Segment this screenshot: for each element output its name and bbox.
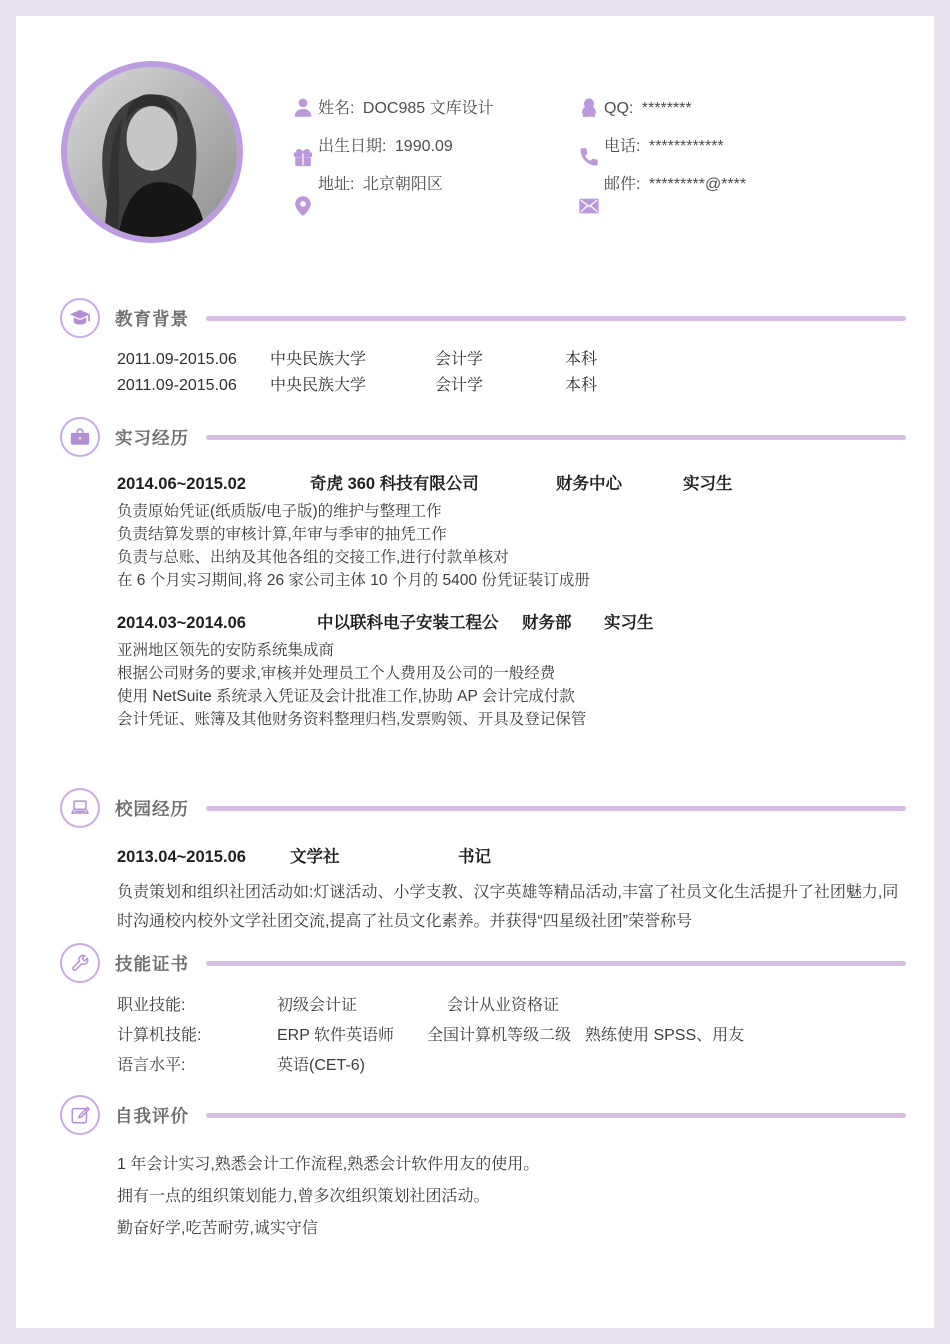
edu-degree: 本科 bbox=[565, 351, 598, 368]
qq-label: QQ: bbox=[604, 100, 634, 117]
edu-dates: 2011.09-2015.06 bbox=[117, 377, 237, 394]
skill-label: 语言水平: bbox=[117, 1057, 186, 1074]
internship-header bbox=[60, 417, 906, 457]
entry-bullet: 负责原始凭证(纸质版/电子版)的维护与整理工作 bbox=[117, 503, 442, 520]
self-evaluation-line: 1 年会计实习,熟悉会计工作流程,熟悉会计软件用友的使用。 bbox=[117, 1156, 540, 1173]
campus-role: 书记 bbox=[458, 848, 491, 866]
campus-club: 文学社 bbox=[290, 848, 340, 866]
entry-bullet: 负责结算发票的审核计算,年审与季审的抽凭工作 bbox=[117, 526, 447, 543]
campus-header bbox=[60, 788, 906, 828]
phone-row bbox=[604, 128, 724, 166]
self-evaluation-body bbox=[117, 1149, 906, 1245]
section-campus bbox=[60, 788, 906, 936]
edu-school: 中央民族大学 bbox=[270, 377, 367, 394]
qq-value: ******** bbox=[641, 100, 692, 117]
edu-school: 中央民族大学 bbox=[270, 351, 367, 368]
entry-company: 中以联科电子安装工程公 bbox=[317, 614, 499, 632]
self-evaluation-divider bbox=[206, 1113, 906, 1118]
self-evaluation-line: 勤奋好学,吃苦耐劳,诚实守信 bbox=[117, 1220, 318, 1237]
laptop-icon bbox=[60, 788, 100, 828]
internship-title: 实习经历 bbox=[115, 427, 189, 448]
education-body bbox=[117, 347, 906, 399]
entry-dates: 2014.03~2014.06 bbox=[117, 614, 246, 632]
edu-degree: 本科 bbox=[565, 377, 598, 394]
entry-bullet: 在 6 个月实习期间,将 26 家公司主体 10 个月的 5400 份凭证装订成册 bbox=[117, 572, 590, 589]
section-skills bbox=[60, 943, 906, 1081]
skill-value: 英语(CET-6) bbox=[277, 1057, 366, 1074]
internship-entry-2 bbox=[117, 611, 906, 731]
mail-icon bbox=[578, 195, 600, 217]
entry-bullet: 使用 NetSuite 系统录入凭证及会计批准工作,协助 AP 会计完成付款 bbox=[117, 688, 575, 705]
briefcase-icon bbox=[60, 417, 100, 457]
skill-value: 全国计算机等级二级 bbox=[427, 1027, 572, 1044]
entry-bullet: 根据公司财务的要求,审核并处理员工个人费用及公司的一般经费 bbox=[117, 665, 556, 682]
education-row bbox=[117, 347, 906, 373]
self-evaluation-line: 拥有一点的组织策划能力,曾多次组织策划社团活动。 bbox=[117, 1188, 490, 1205]
gift-icon bbox=[292, 146, 314, 168]
skill-value: ERP 软件英语师 bbox=[277, 1027, 395, 1044]
name-value: DOC985 文库设计 bbox=[362, 100, 494, 117]
portrait-illustration bbox=[67, 67, 237, 237]
self-evaluation-header bbox=[60, 1095, 906, 1135]
address-value: 北京朝阳区 bbox=[362, 176, 443, 193]
internship-entry-1 bbox=[117, 472, 906, 592]
skills-body bbox=[117, 991, 906, 1081]
entry-bullet: 会计凭证、账簿及其他财务资料整理归档,发票购领、开具及登记保管 bbox=[117, 711, 587, 728]
skills-divider bbox=[206, 961, 906, 966]
wrench-icon bbox=[60, 943, 100, 983]
skill-row-language bbox=[117, 1051, 906, 1081]
birthdate-label: 出生日期: bbox=[318, 138, 387, 155]
campus-entry-title bbox=[117, 845, 906, 870]
skills-title: 技能证书 bbox=[115, 953, 189, 974]
education-row bbox=[117, 373, 906, 399]
campus-divider bbox=[206, 806, 906, 811]
entry-bullet: 负责与总账、出纳及其他各组的交接工作,进行付款单核对 bbox=[117, 549, 509, 566]
edu-major: 会计学 bbox=[435, 377, 484, 394]
address-row bbox=[318, 166, 443, 204]
skill-value: 初级会计证 bbox=[277, 997, 358, 1014]
phone-icon bbox=[578, 146, 600, 168]
section-internship bbox=[60, 417, 906, 750]
birthdate-value: 1990.09 bbox=[394, 138, 453, 155]
entry-role: 实习生 bbox=[683, 475, 733, 493]
edu-major: 会计学 bbox=[435, 351, 484, 368]
internship-body bbox=[117, 472, 906, 731]
education-title: 教育背景 bbox=[115, 308, 189, 329]
edit-pencil-icon bbox=[60, 1095, 100, 1135]
qq-icon bbox=[578, 97, 600, 119]
campus-title: 校园经历 bbox=[115, 798, 189, 819]
skill-value: 熟练使用 SPSS、用友 bbox=[585, 1027, 745, 1044]
email-value: *********@**** bbox=[648, 176, 747, 193]
name-row bbox=[318, 90, 494, 128]
section-self-evaluation bbox=[60, 1095, 906, 1245]
education-header bbox=[60, 298, 906, 338]
entry-department: 财务中心 bbox=[556, 475, 622, 493]
graduation-cap-icon bbox=[60, 298, 100, 338]
profile-photo bbox=[61, 61, 243, 243]
entry-title bbox=[117, 472, 906, 497]
skill-row-computer bbox=[117, 1021, 906, 1051]
edu-dates: 2011.09-2015.06 bbox=[117, 351, 237, 368]
internship-divider bbox=[206, 435, 906, 440]
qq-row bbox=[604, 90, 692, 128]
campus-paragraph: 负责策划和组织社团活动如:灯谜活动、小学支教、汉字英雄等精品活动,丰富了社员文化生活提升了社团魅力,同时沟通校内校外文学社团交流,提高了社员文化素养。并获得“四星级社团”荣誉称号 bbox=[117, 884, 899, 930]
email-label: 邮件: bbox=[604, 176, 641, 193]
campus-body bbox=[117, 845, 906, 936]
location-pin-icon bbox=[292, 195, 314, 217]
section-education bbox=[60, 298, 906, 399]
skills-header bbox=[60, 943, 906, 983]
entry-title bbox=[117, 611, 906, 636]
self-evaluation-title: 自我评价 bbox=[115, 1105, 189, 1126]
skill-label: 计算机技能: bbox=[117, 1027, 202, 1044]
name-label: 姓名: bbox=[318, 100, 355, 117]
entry-dates: 2014.06~2015.02 bbox=[117, 475, 246, 493]
skill-label: 职业技能: bbox=[117, 997, 186, 1014]
person-icon bbox=[292, 97, 314, 119]
entry-department: 财务部 bbox=[522, 614, 572, 632]
phone-label: 电话: bbox=[604, 138, 641, 155]
campus-dates: 2013.04~2015.06 bbox=[117, 848, 246, 866]
entry-bullet: 亚洲地区领先的安防系统集成商 bbox=[117, 642, 335, 659]
skill-row-vocational bbox=[117, 991, 906, 1021]
entry-company: 奇虎 360 科技有限公司 bbox=[310, 475, 479, 493]
phone-value: ************ bbox=[648, 138, 724, 155]
email-row bbox=[604, 166, 746, 204]
education-divider bbox=[206, 316, 906, 321]
skill-value: 会计从业资格证 bbox=[447, 997, 560, 1014]
address-label: 地址: bbox=[318, 176, 355, 193]
birthdate-row bbox=[318, 128, 453, 166]
entry-role: 实习生 bbox=[604, 614, 654, 632]
